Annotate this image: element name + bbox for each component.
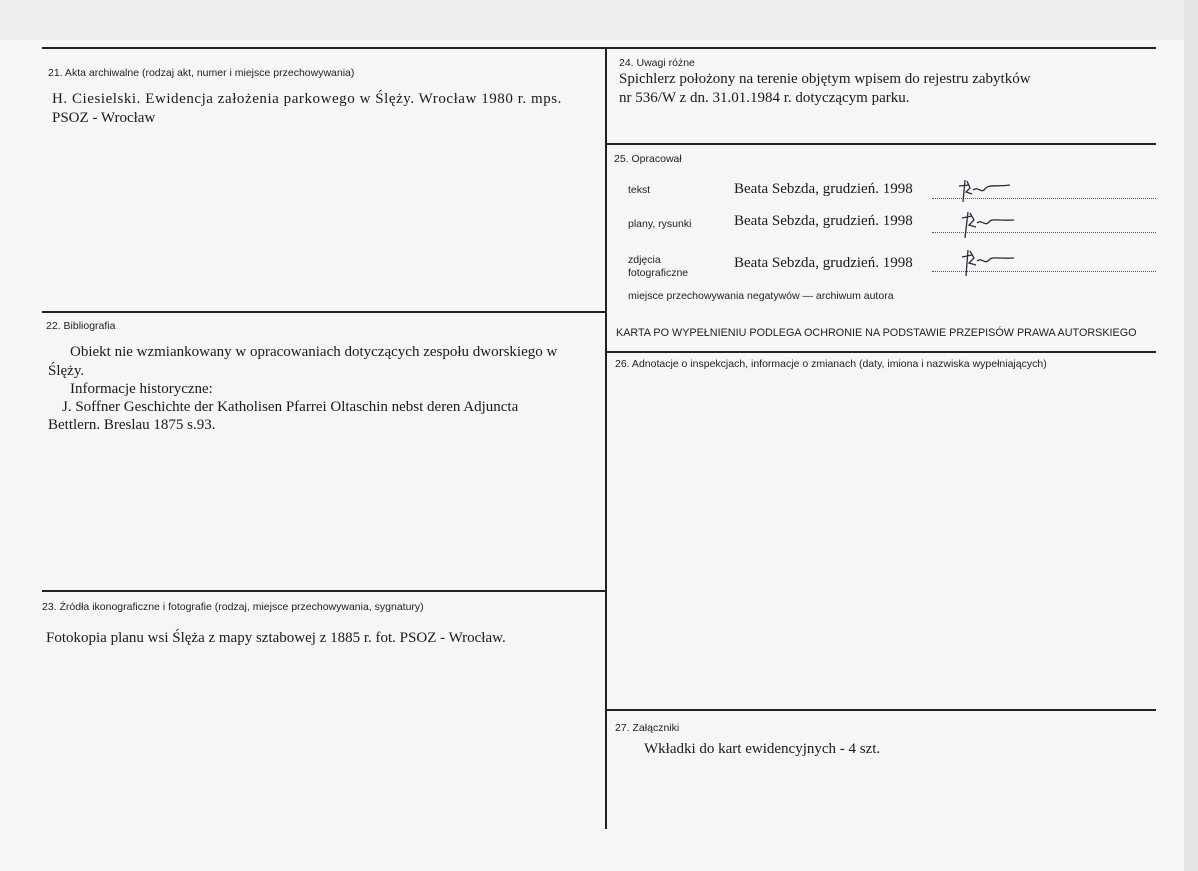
section-23-header: 23. Źródła ikonograficzne i fotografie (rodzaj, miejsce przechowywania, sygnatury) <box>42 601 424 613</box>
scan-right-band <box>1184 0 1198 871</box>
row-plany-value: Beata Sebzda, grudzień. 1998 <box>734 213 913 229</box>
signature-2-icon <box>958 208 1018 242</box>
section-27-line-1: Wkładki do kart ewidencyjnych - 4 szt. <box>644 741 881 757</box>
section-23-line-1: Fotokopia planu wsi Ślęża z mapy sztabowej z 1885 r. fot. PSOZ - Wrocław. <box>46 630 506 646</box>
rule-25-26 <box>606 351 1156 353</box>
section-26-header: 26. Adnotacje o inspekcjach, informacje o zmianach (daty, imiona i nazwiska wypełniających) <box>615 358 1047 370</box>
row-zdjecia-label-2: fotograficzne <box>628 267 689 279</box>
rule-22-23 <box>42 590 606 592</box>
section-24-line-2: nr 536/W z dn. 31.01.1984 r. dotyczącym parku. <box>619 90 910 106</box>
signature-1-icon <box>955 176 1015 206</box>
section-21-line-2: PSOZ - Wrocław <box>52 110 156 126</box>
rule-21-22 <box>42 311 606 313</box>
rule-24-25 <box>606 143 1156 145</box>
row-tekst-value: Beata Sebzda, grudzień. 1998 <box>734 181 913 197</box>
signature-3-icon <box>958 246 1018 280</box>
section-22-line-5: Bettlern. Breslau 1875 s.93. <box>48 417 216 433</box>
negatives-storage: miejsce przechowywania negatywów — archiwum autora <box>628 290 894 302</box>
section-22-line-2: Ślęży. <box>48 363 85 379</box>
section-24-line-1: Spichlerz położony na terenie objętym wpisem do rejestru zabytków <box>619 71 1031 87</box>
section-22-line-4: J. Soffner Geschichte der Katholisen Pfarrei Oltaschin nebst deren Adjuncta <box>62 399 519 415</box>
section-21-header: 21. Akta archiwalne (rodzaj akt, numer i miejsce przechowywania) <box>48 67 355 79</box>
section-25-header: 25. Opracował <box>614 153 682 165</box>
row-tekst-label: tekst <box>628 184 651 196</box>
row-plany-label: plany, rysunki <box>628 218 692 230</box>
top-rule <box>42 47 1156 49</box>
section-24-header: 24. Uwagi różne <box>619 57 695 69</box>
row-zdjecia-value: Beata Sebzda, grudzień. 1998 <box>734 255 913 271</box>
copyright-notice: KARTA PO WYPEŁNIENIU PODLEGA OCHRONIE NA PODSTAWIE PRZEPISÓW PRAWA AUTORSKIEGO <box>616 327 1137 339</box>
center-divider <box>605 47 607 829</box>
scan-top-band <box>0 0 1198 40</box>
section-22-line-3: Informacje historyczne: <box>70 381 213 397</box>
section-22-line-1: Obiekt nie wzmiankowany w opracowaniach dotyczących zespołu dworskiego w <box>70 344 558 360</box>
rule-26-27 <box>606 709 1156 711</box>
section-22-header: 22. Bibliografia <box>46 320 116 332</box>
section-27-header: 27. Załączniki <box>615 722 680 734</box>
row-zdjecia-label-1: zdjęcia <box>628 254 661 266</box>
section-21-line-1: H. Ciesielski. Ewidencja założenia parkowego w Ślęży. Wrocław 1980 r. mps. <box>52 91 562 107</box>
